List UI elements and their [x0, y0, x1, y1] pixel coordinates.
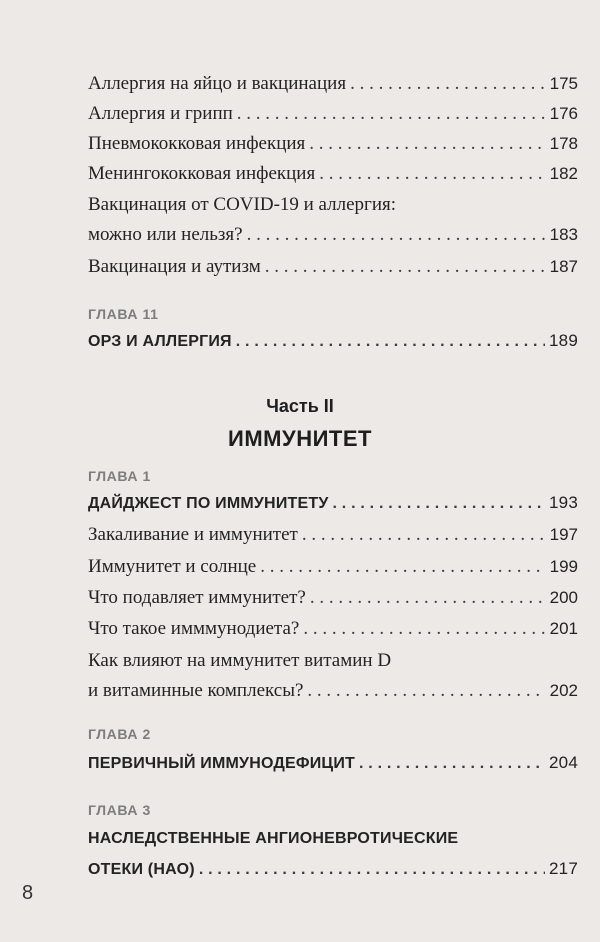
chapter-title: ПЕРВИЧНЫЙ ИММУНОДЕФИЦИТ — [88, 755, 355, 772]
toc-entry-page: 200 — [549, 588, 578, 607]
toc-entry — [88, 256, 578, 278]
leader-dots — [310, 587, 546, 609]
leader-dots — [260, 556, 545, 578]
toc-entry-page: 183 — [549, 225, 578, 244]
leader-dots — [237, 103, 546, 125]
toc-entry-title-line1: Как влияют на иммунитет витамин D — [88, 650, 392, 671]
leader-dots — [359, 753, 545, 775]
chapter-page: 189 — [549, 331, 578, 350]
part-title: ИММУНИТЕТ — [228, 426, 372, 451]
leader-dots — [319, 163, 545, 185]
chapter-title: ОРЗ И АЛЛЕРГИЯ — [88, 333, 232, 350]
toc-entry-title: Что подавляет иммунитет? — [88, 587, 306, 608]
chapter-heading — [88, 752, 578, 775]
toc-entry-page: 199 — [549, 557, 578, 576]
leader-dots — [236, 331, 545, 353]
chapter-title: ДАЙДЖЕСТ ПО ИММУНИТЕТУ — [88, 495, 329, 512]
leader-dots — [247, 224, 546, 246]
toc-entry-title: Менингококковая инфекция — [88, 163, 316, 184]
toc-entry — [88, 587, 578, 609]
part-label: Часть II — [266, 396, 334, 416]
toc-entry-page: 197 — [549, 525, 578, 544]
chapter-label: ГЛАВА 2 — [88, 726, 151, 742]
leader-dots — [302, 524, 546, 546]
chapter-label: ГЛАВА 3 — [88, 802, 151, 818]
toc-entry-title-line2: можно или нельзя? — [88, 224, 243, 245]
toc-entry-page: 176 — [549, 104, 578, 123]
leader-dots — [350, 73, 546, 95]
toc-entry — [88, 103, 578, 125]
chapter-title: НАСЛЕДСТВЕННЫЕ АНГИОНЕВРОТИЧЕСКИЕ — [88, 830, 459, 847]
toc-entry-page: 187 — [549, 257, 578, 276]
chapter-page: 193 — [549, 493, 578, 512]
toc-entry-page: 201 — [549, 619, 578, 638]
leader-dots — [199, 859, 545, 881]
toc-entry — [88, 133, 578, 155]
chapter-page: 204 — [549, 753, 578, 772]
toc-entry-title-line2: и витаминные комплексы? — [88, 680, 304, 701]
chapter-page: 217 — [549, 859, 578, 878]
toc-entry — [88, 224, 578, 246]
chapter-heading — [88, 330, 578, 353]
toc-entry-title: Вакцинация и аутизм — [88, 256, 261, 277]
leader-dots — [303, 618, 545, 640]
toc-entry-page: 182 — [549, 164, 578, 183]
toc-entry — [88, 163, 578, 185]
toc-entry-title: Иммунитет и солнце — [88, 556, 257, 577]
leader-dots — [309, 133, 545, 155]
toc-entry-title: Пневмококковая инфекция — [88, 133, 306, 154]
toc-entry-page: 178 — [549, 134, 578, 153]
toc-entry — [88, 556, 578, 578]
toc-entry-title: Закаливание и иммунитет — [88, 524, 298, 545]
toc-entry-page: 202 — [549, 681, 578, 700]
chapter-label: ГЛАВА 1 — [88, 468, 151, 484]
chapter-heading — [88, 858, 578, 881]
page-number: 8 — [22, 882, 34, 904]
toc-entry — [88, 680, 578, 702]
leader-dots — [307, 680, 545, 702]
toc-entry-page: 175 — [549, 74, 578, 93]
toc-entry — [88, 524, 578, 546]
chapter-label: ГЛАВА 11 — [88, 306, 159, 322]
toc-entry-title: Что такое имммунодиета? — [88, 618, 300, 639]
toc-entry-title-line1: Вакцинация от COVID-19 и аллергия: — [88, 194, 397, 215]
toc-entry-title: Аллергия на яйцо и вакцинация — [88, 73, 347, 94]
toc-entry — [88, 73, 578, 95]
chapter-heading — [88, 492, 578, 515]
toc-entry — [88, 618, 578, 640]
leader-dots — [333, 493, 546, 515]
chapter-title-line2: ОТЕКИ (НАО) — [88, 861, 195, 878]
chapter-title-line1 — [88, 828, 578, 850]
leader-dots — [265, 256, 546, 278]
toc-entry-title: Аллергия и грипп — [88, 103, 233, 124]
